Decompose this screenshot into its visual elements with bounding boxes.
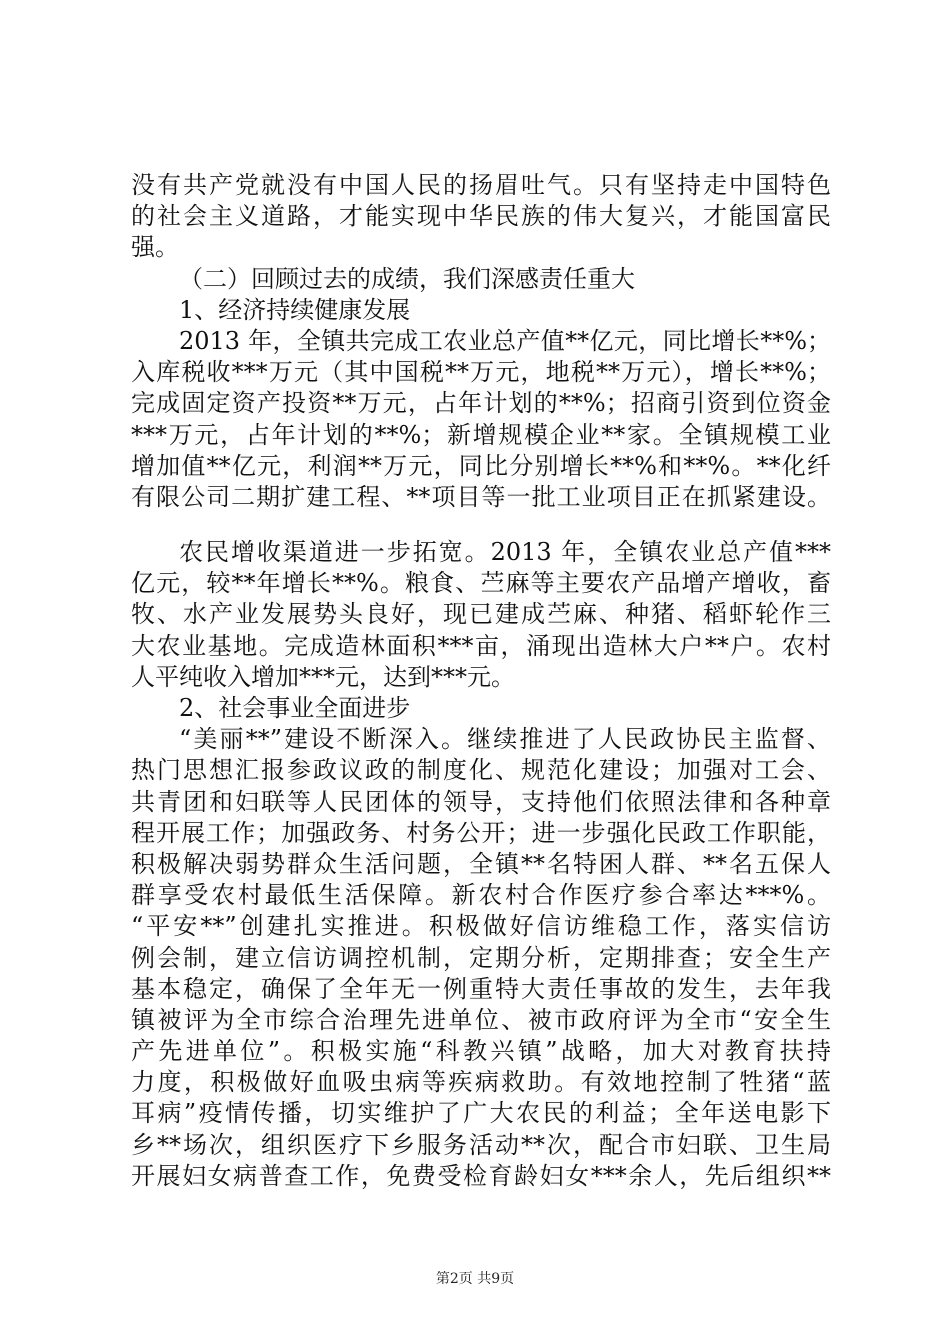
text-line: 群享受农村最低生活保障。新农村合作医疗参合率达***%。 xyxy=(131,881,831,910)
text-line: 镇被评为全市综合治理先进单位、被市政府评为全市“安全生 xyxy=(131,1005,831,1034)
text-line: 乡**场次，组织医疗下乡服务活动**次，配合市妇联、卫生局 xyxy=(131,1130,831,1159)
text-line: 人平纯收入增加***元，达到***元。 xyxy=(131,662,515,691)
text-line: 基本稳定，确保了全年无一例重特大责任事故的发生，去年我 xyxy=(131,974,831,1003)
text-line: 亿元，较**年增长**%。粮食、苎麻等主要农产品增产增收，畜 xyxy=(131,569,831,598)
text-line: ***万元，占年计划的**%；新增规模企业**家。全镇规模工业 xyxy=(131,420,831,449)
text-line: 程开展工作；加强政务、村务公开；进一步强化民政工作职能， xyxy=(131,818,831,847)
text-line: 入库税收***万元（其中国税**万元，地税**万元），增长**%； xyxy=(131,358,831,387)
page-footer: 第2页 共9页 xyxy=(435,1271,515,1287)
text-line: 农民增收渠道进一步拓宽。2013 年，全镇农业总产值*** xyxy=(179,538,831,567)
text-line: 开展妇女病普查工作，免费受检育龄妇女***余人，先后组织** xyxy=(131,1161,831,1190)
text-line: 2013 年，全镇共完成工农业总产值**亿元，同比增长**%； xyxy=(179,326,831,355)
paragraph-gap xyxy=(131,513,831,537)
text-line: 例会制，建立信访调控机制，定期分析，定期排查；安全生产 xyxy=(131,943,831,972)
text-line: 力度，积极做好血吸虫病等疾病救助。有效地控制了牲猪“蓝 xyxy=(131,1068,831,1097)
text-line: 增加值**亿元，利润**万元，同比分别增长**%和**%。**化纤 xyxy=(131,451,831,480)
text-line: 完成固定资产投资**万元，占年计划的**%；招商引资到位资金 xyxy=(131,389,831,418)
text-line: 有限公司二期扩建工程、**项目等一批工业项目正在抓紧建设。 xyxy=(131,482,831,511)
text-line: 牧、水产业发展势头良好，现已建成苎麻、种猪、稻虾轮作三 xyxy=(131,600,831,629)
subsection-heading: 1、经济持续健康发展 xyxy=(179,295,411,324)
text-line: 大农业基地。完成造林面积***亩，涌现出造林大户**户。农村 xyxy=(131,631,831,660)
text-line: 强。 xyxy=(131,233,179,262)
text-line: 没有共产党就没有中国人民的扬眉吐气。只有坚持走中国特色 xyxy=(131,171,831,199)
text-line: 热门思想汇报参政议政的制度化、规范化建设；加强对工会、 xyxy=(131,756,831,785)
text-line: 的社会主义道路，才能实现中华民族的伟大复兴，才能国富民 xyxy=(131,202,831,231)
document-body xyxy=(131,170,831,1192)
subsection-heading: 2、社会事业全面进步 xyxy=(179,694,411,722)
text-line: “平安**”创建扎实推进。积极做好信访维稳工作，落实信访 xyxy=(131,912,831,941)
text-line: 积极解决弱势群众生活问题，全镇**名特困人群、**名五保人 xyxy=(131,849,831,878)
text-line: 共青团和妇联等人民团体的领导，支持他们依照法律和各种章 xyxy=(131,787,831,816)
text-line: 产先进单位”。积极实施“科教兴镇”战略，加大对教育扶持 xyxy=(131,1037,831,1066)
section-heading: （二）回顾过去的成绩，我们深感责任重大 xyxy=(179,264,635,293)
text-line: “美丽**”建设不断深入。继续推进了人民政协民主监督、 xyxy=(179,725,831,754)
text-line: 耳病”疫情传播，切实维护了广大农民的利益；全年送电影下 xyxy=(131,1099,831,1128)
